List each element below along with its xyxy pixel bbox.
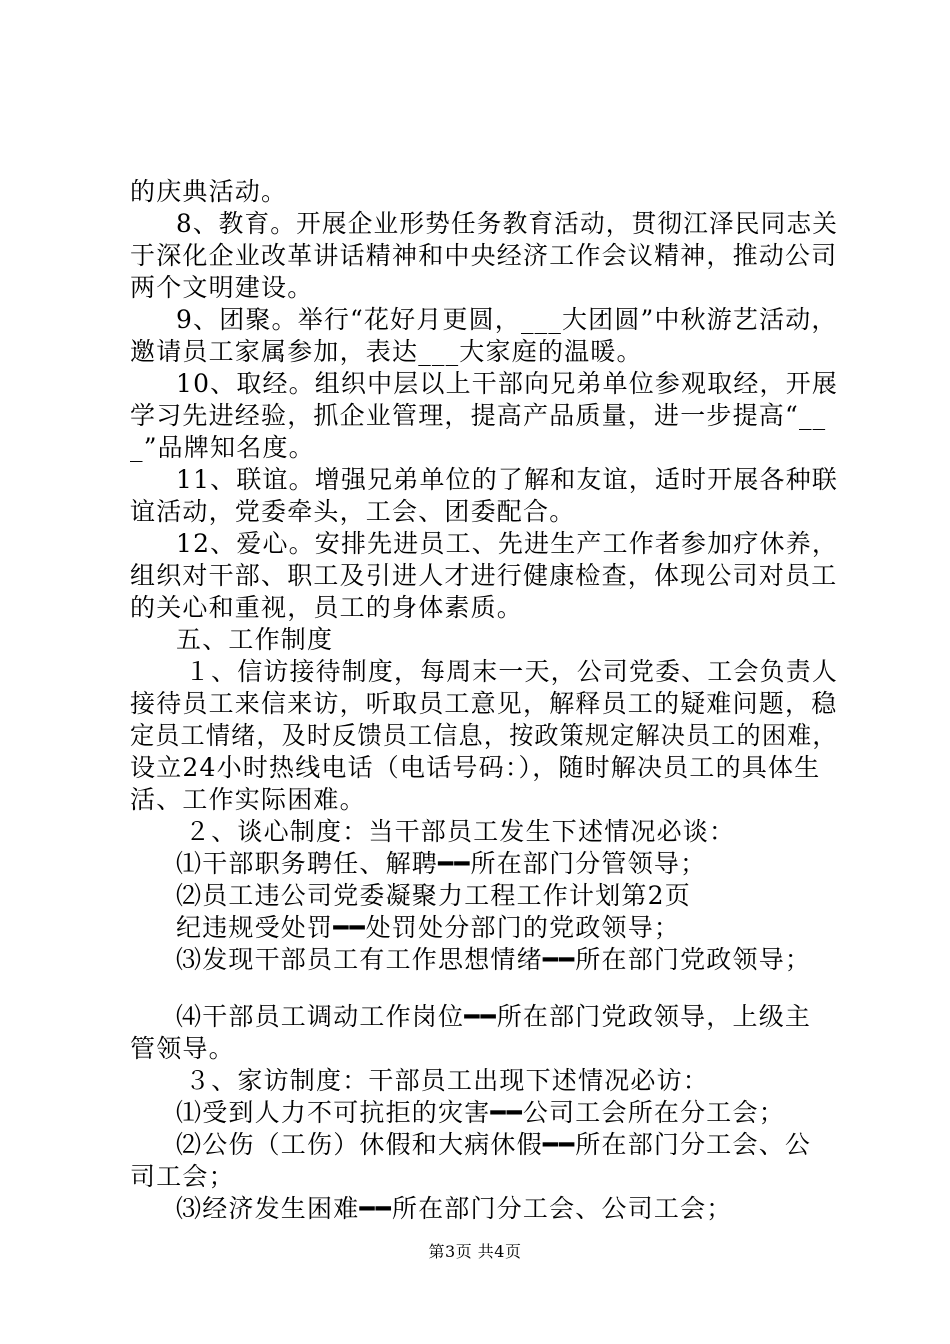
text-line: 管领导。 [130, 1034, 235, 1063]
text-line: ２、谈心制度：当干部员工发生下述情况必谈： [185, 817, 736, 846]
list-item: ⑴受到人力不可抗拒的灾害━━公司工会所在分工会； [176, 1098, 785, 1127]
text-line: 活、工作实际困难。 [130, 785, 366, 814]
text-line: ３、家访制度：干部员工出现下述情况必访： [185, 1066, 710, 1095]
list-item: ⑵公伤（工伤）休假和大病休假━━所在部门分工会、公 [176, 1130, 812, 1159]
page-footer: 第3页 共4页 [428, 1242, 522, 1261]
text-line: １、信访接待制度，每周末一天，公司党委、工会负责人 [185, 657, 838, 686]
text-line: 的庆典活动。 [130, 177, 288, 206]
text-line: 8、教育。开展企业形势任务教育活动，贯彻江泽民同志关 [176, 209, 839, 238]
text-line: 的关心和重视，员工的身体素质。 [130, 593, 524, 622]
text-line: 组织对干部、职工及引进人才进行健康检查，体现公司对员工 [130, 561, 838, 590]
text-line: 邀请员工家属参加，表达___大家庭的温暖。 [130, 337, 643, 366]
text-line: 12、爱心。安排先进员工、先进生产工作者参加疗休养， [176, 529, 839, 558]
text-line: 定员工情绪，及时反馈员工信息，按政策规定解决员工的困难， [130, 721, 838, 750]
text-line: 10、取经。组织中层以上干部向兄弟单位参观取经，开展 [176, 369, 839, 398]
list-item: ⑶发现干部员工有工作思想情绪━━所在部门党政领导； [176, 945, 812, 974]
text-line: _”品牌知名度。 [130, 433, 315, 462]
text-line: 学习先进经验，抓企业管理，提高产品质量，进一步提高“__ [130, 401, 827, 430]
text-line: 设立24小时热线电话（电话号码：），随时解决员工的具体生 [130, 753, 821, 782]
list-item: ⑵员工违公司党委凝聚力工程工作计划第2页 [176, 881, 691, 910]
text-line: 9、团聚。举行“花好月更圆，___大团圆”中秋游艺活动， [176, 305, 838, 334]
text-line: 两个文明建设。 [130, 273, 314, 302]
list-item: ⑴干部职务聘任、解聘━━所在部门分管领导； [176, 849, 707, 878]
text-line: 11、联谊。增强兄弟单位的了解和友谊，适时开展各种联 [176, 465, 839, 494]
text-line: 谊活动，党委牵头，工会、团委配合。 [130, 497, 576, 526]
text-line: 于深化企业改革讲话精神和中央经济工作会议精神，推动公司 [130, 241, 838, 270]
list-item: ⑶经济发生困难━━所在部门分工会、公司工会； [176, 1194, 733, 1223]
section-heading: 五、工作制度 [176, 625, 334, 654]
text-line: 接待员工来信来访，听取员工意见，解释员工的疑难问题，稳 [130, 689, 838, 718]
text-line: 纪违规受处罚━━处罚处分部门的党政领导； [176, 913, 681, 942]
list-item: ⑷干部员工调动工作岗位━━所在部门党政领导，上级主 [176, 1002, 812, 1031]
text-line: 司工会； [130, 1162, 235, 1191]
